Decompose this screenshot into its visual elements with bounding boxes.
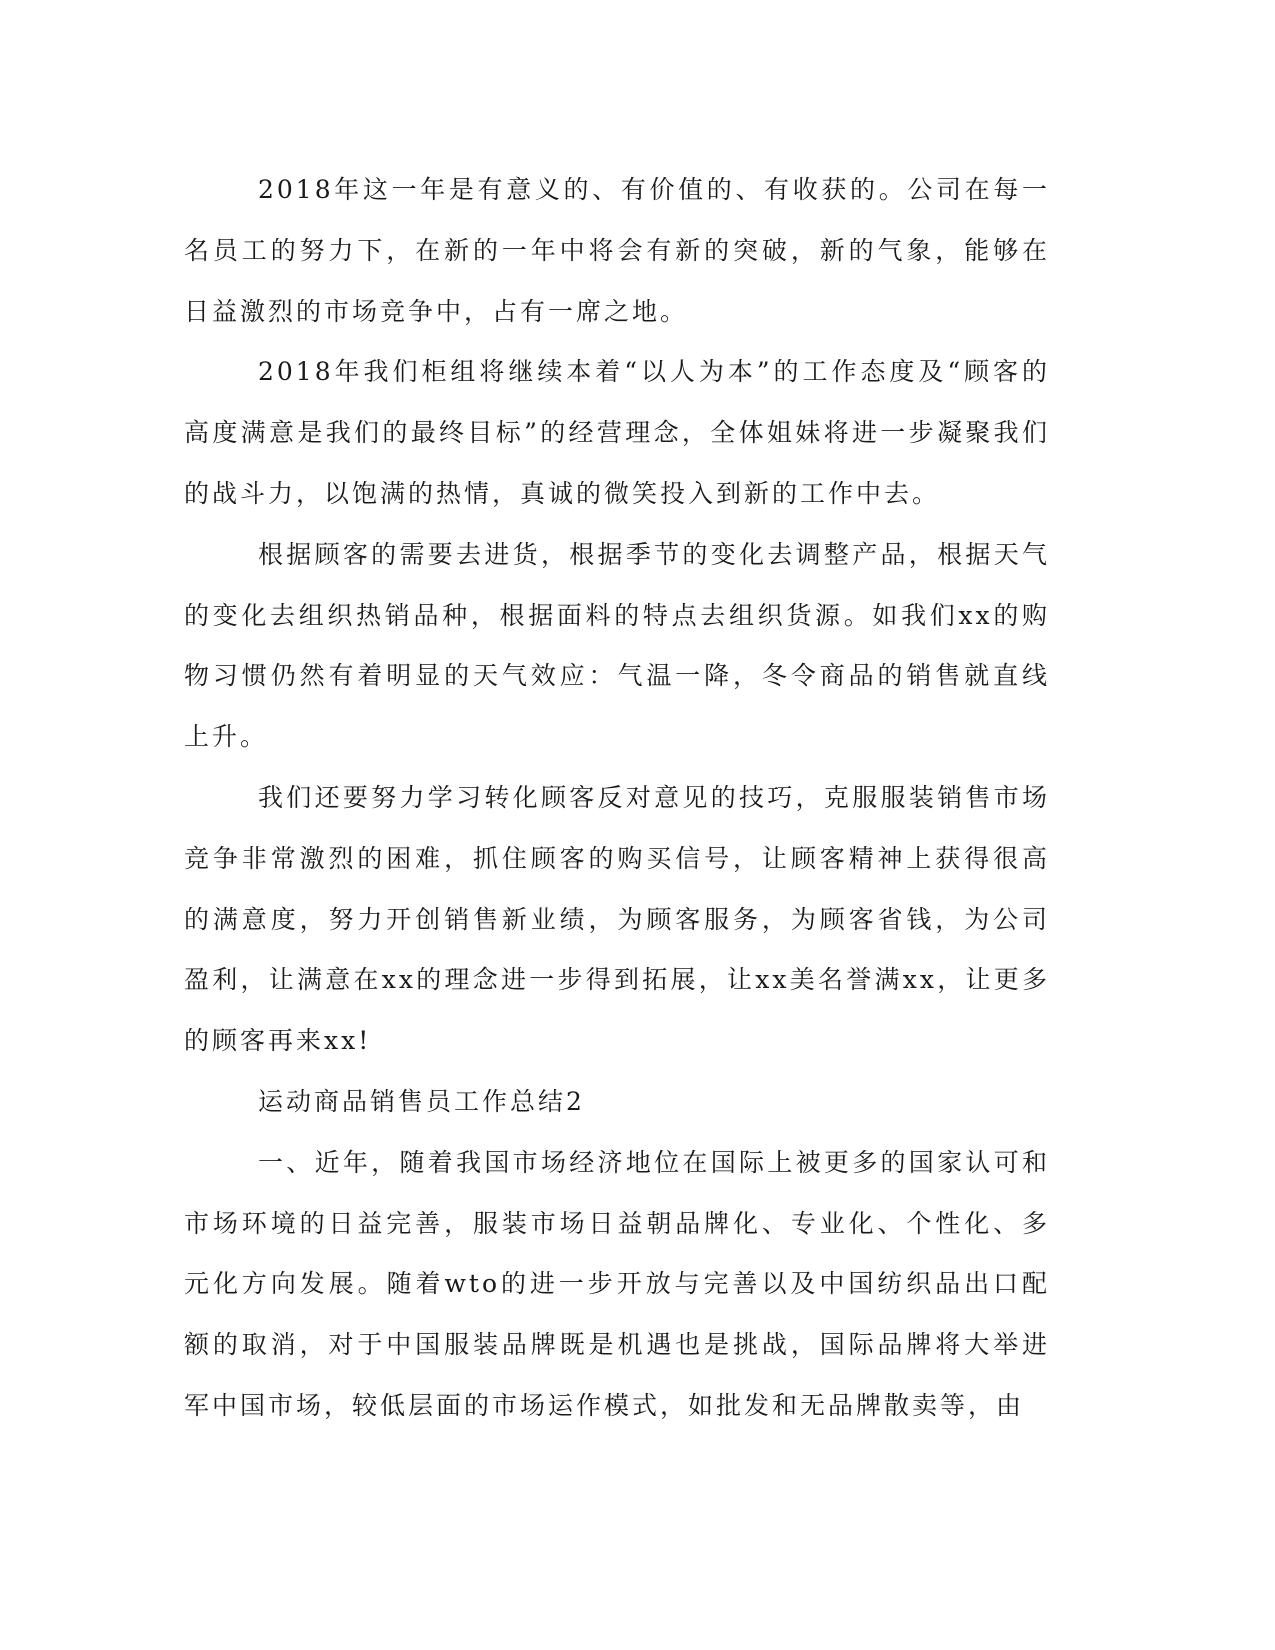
paragraph-market-overview: 一、近年，随着我国市场经济地位在国际上被更多的国家认可和市场环境的日益完善，服装市场日益朝品牌化、专业化、个性化、多元化方向发展。随着wto的进一步开放与完善以及中国纺织品出口配额的取消，对于中国服装品牌既是机遇也是挑战，国际品牌将大举进军中国市场，较低层面的市场运作模式，如批发和无品牌散卖等，由 <box>184 1147 1050 1420</box>
document-body <box>184 160 1050 1437</box>
paragraph-purchasing-strategy: 根据顾客的需要去进货，根据季节的变化去调整产品，根据天气的变化去组织热销品种，根据面料的特点去组织货源。如我们xx的购物习惯仍然有着明显的天气效应：气温一降，冬令商品的销售就直线上升。 <box>184 539 1050 752</box>
paragraph-sales-goals: 我们还要努力学习转化顾客反对意见的技巧，克服服装销售市场竞争非常激烈的困难，抓住顾客的购买信号，让顾客精神上获得很高的满意度，努力开创销售新业绩，为顾客服务，为顾客省钱，为公司盈利，让满意在xx的理念进一步得到拓展，让xx美名誉满xx，让更多的顾客再来xx! <box>184 782 1050 1056</box>
paragraph-team-philosophy: 2018年我们柜组将继续本着“以人为本”的工作态度及“顾客的高度满意是我们的最终目标”的经营理念，全体姐妹将进一步凝聚我们的战斗力，以饱满的热情，真诚的微笑投入到新的工作中去。 <box>184 357 1050 508</box>
paragraph-year-summary: 2018年这一年是有意义的、有价值的、有收获的。公司在每一名员工的努力下，在新的一年中将会有新的突破，新的气象，能够在日益激烈的市场竞争中，占有一席之地。 <box>184 175 1050 326</box>
section-heading: 运动商品销售员工作总结2 <box>258 1086 585 1116</box>
